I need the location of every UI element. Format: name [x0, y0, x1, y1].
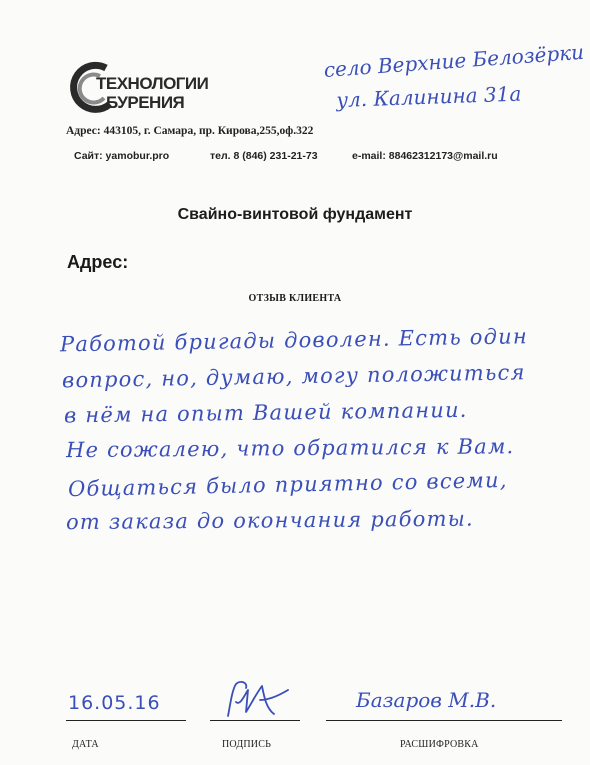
name-label: РАСШИФРОВКА — [400, 739, 479, 750]
review-line: Общаться было приятно со всеми, — [67, 467, 508, 502]
handwritten-address-line2: ул. Калинина 31а — [336, 81, 522, 112]
date-field-line — [66, 720, 186, 721]
signature-icon — [222, 676, 292, 720]
date-label: ДАТА — [72, 739, 99, 750]
signature-field-line — [210, 720, 300, 721]
company-logo — [66, 60, 226, 116]
logo-text-line2: БУРЕНИЯ — [106, 93, 185, 112]
company-email: e-mail: 88462312173@mail.ru — [352, 150, 498, 162]
handwritten-address-line1: село Верхние Белозёрки — [323, 39, 585, 82]
address-label: Адрес: — [67, 252, 129, 272]
signature-label: ПОДПИСЬ — [222, 739, 272, 750]
company-site: Сайт: yamobur.pro — [74, 150, 170, 162]
name-field-line — [326, 720, 562, 721]
review-title: ОТЗЫВ КЛИЕНТА — [248, 293, 342, 304]
review-line: Не сожалею, что обратился к Вам. — [65, 434, 515, 463]
document-title: Свайно-винтовой фундамент — [177, 206, 413, 223]
handwritten-date: 16.05.16 — [68, 692, 161, 714]
company-address: Адрес: 443105, г. Самара, пр. Кирова,255,оф.322 — [66, 125, 314, 137]
logo-text-line1: ТЕХНОЛОГИИ — [96, 74, 209, 93]
review-line: Работой бригады доволен. Есть один — [59, 324, 529, 357]
handwritten-name: Базаров М.В. — [356, 688, 497, 712]
review-line: в нём на опыт Вашей компании. — [63, 397, 468, 428]
review-line: от заказа до окончания работы. — [65, 506, 474, 535]
company-phone: тел. 8 (846) 231-21-73 — [210, 150, 318, 162]
review-text — [60, 322, 560, 538]
review-line: вопрос, но, думаю, могу положиться — [61, 360, 526, 393]
